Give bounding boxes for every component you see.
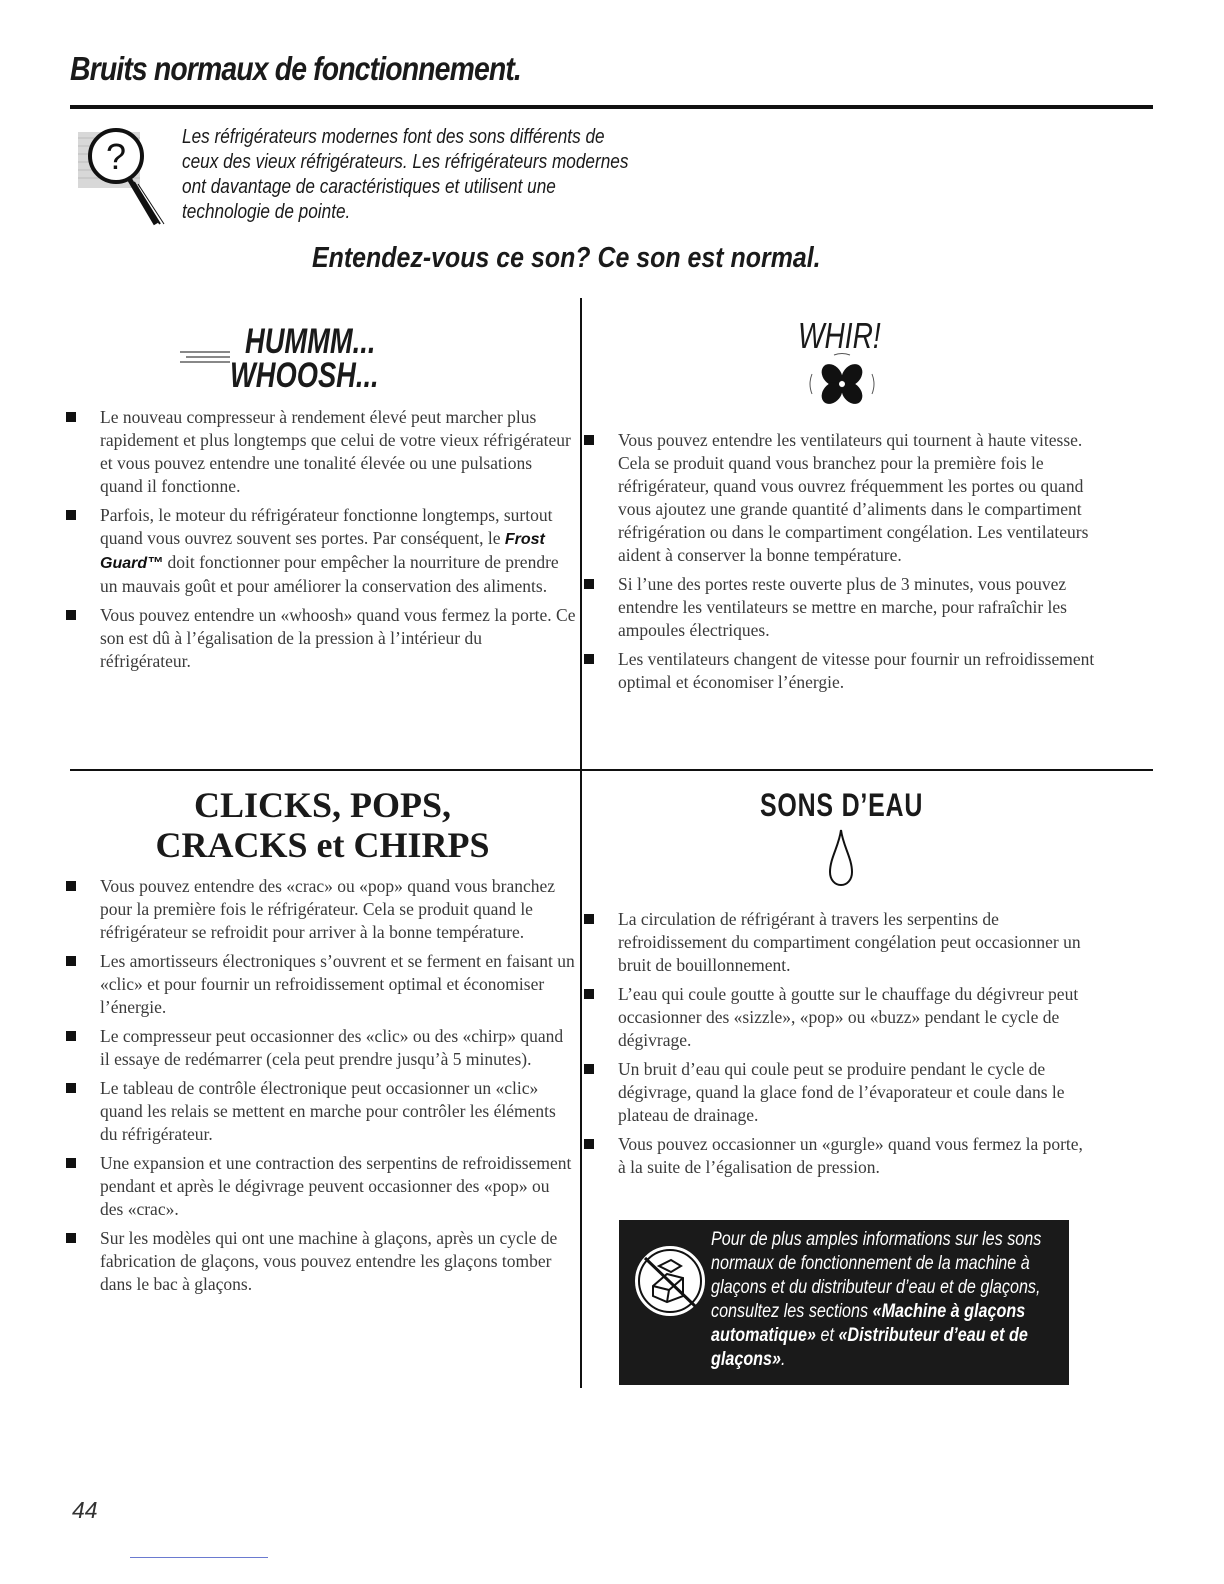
dispenser-link[interactable]: «Distributeur d’eau et de glaçons» [711, 1325, 1028, 1370]
svg-text:?: ? [105, 136, 127, 177]
sons-deau-heading: SONS D’EAU [760, 787, 924, 823]
list-item: Le nouveau compresseur à rendement élevé peut marcher plus rapidement et plus longtemps que celui de votre vieux réfrigérateur et vous pouvez entendre une tonalité élevée ou une pulsations quand il fonctionne. [62, 406, 577, 498]
ice-cubes-icon [633, 1244, 707, 1318]
whir-heading: WHIR! [798, 315, 881, 356]
list-item: Parfois, le moteur du réfrigérateur fonctionne longtemps, surtout quand vous ouvrez souvent ses portes. Par conséquent, le Frost Guard™ doit fonctionner pour empêcher la nourriture de prendre un mauvais goût et pour améliorer la conservation des aliments. [62, 504, 577, 598]
list-item: Un bruit d’eau qui coule peut se produire pendant le cycle de dégivrage, quand la glace fond de l’évaporateur et coule dans le plateau de drainage. [580, 1058, 1095, 1127]
ice-maker-link[interactable]: «Machine à glaçons automatique» [711, 1301, 1026, 1346]
whoosh-lines-icon [180, 348, 232, 366]
frost-guard-brand: Frost Guard™ [100, 531, 545, 572]
whir-bullet-list [580, 429, 1095, 700]
list-item: Une expansion et une contraction des serpentins de refroidissement pendant et après le dégivrage peuvent occasionner des «pop» ou des «crac». [62, 1152, 577, 1221]
clicks-heading [70, 785, 575, 865]
list-item: L’eau qui coule goutte à goutte sur le chauffage du dégivreur peut occasionner des «sizzle», «pop» ou «buzz» pendant le cycle de dégivrage. [580, 983, 1095, 1052]
list-item: Vous pouvez entendre les ventilateurs qui tournent à haute vitesse. Cela se produit quand vous branchez pour la première fois le réfrigérateur, quand vous ouvrez fréquemment les portes ou quand vous ajoutez une grande quantité d’aliments dans le compartiment réfrigération ou dans le compartiment congélation. Les ventilateurs aident à conserver la bonne température. [580, 429, 1095, 567]
list-item: Le compresseur peut occasionner des «clic» ou des «chirp» quand il essaye de redémarrer (cela peut prendre jusqu’à 5 minutes). [62, 1025, 577, 1071]
clicks-bullet-list [62, 875, 577, 1302]
list-item: La circulation de réfrigérant à travers les serpentins de refroidissement du compartiment congélation peut occasionner un bruit de bouillonnement. [580, 908, 1095, 977]
footer-line [130, 1557, 268, 1558]
list-item: Le tableau de contrôle électronique peut occasionner un «clic» quand les relais se mettent en marche pour contrôler les éléments du réfrigérateur. [62, 1077, 577, 1146]
water-drop-icon [826, 828, 856, 888]
page-title: Bruits normaux de fonctionnement. [70, 50, 521, 87]
eau-bullet-list [580, 908, 1095, 1185]
row-divider [70, 769, 1153, 771]
list-item: Vous pouvez occasionner un «gurgle» quand vous fermez la porte, à la suite de l’égalisation de pression. [580, 1133, 1095, 1179]
whoosh-heading: WHOOSH... [230, 356, 379, 395]
section-subtitle: Entendez-vous ce son? Ce son est normal. [312, 242, 821, 274]
title-rule [70, 105, 1153, 109]
hummm-heading: HUMMM... [245, 322, 376, 361]
list-item: Sur les modèles qui ont une machine à glaçons, après un cycle de fabrication de glaçons, vous pouvez entendre les glaçons tomber dans le bac à glaçons. [62, 1227, 577, 1296]
clicks-heading-line-1: CLICKS, POPS, [193, 785, 452, 825]
intro-paragraph: Les réfrigérateurs modernes font des sons différents de ceux des vieux réfrigérateurs. Les réfrigérateurs modernes ont davantage de caractéristiques et utilisent une technologie de pointe. [182, 126, 629, 223]
list-item: Si l’une des portes reste ouverte plus de 3 minutes, vous pouvez entendre les ventilateurs se mettre en marche, pour rafraîchir les ampoules électriques. [580, 573, 1095, 642]
fan-icon [808, 352, 876, 412]
page-number: 44 [72, 1497, 98, 1523]
list-item: Vous pouvez entendre des «crac» ou «pop» quand vous branchez pour la première fois le réfrigérateur. Cela se produit quand le réfrigérateur se refroidit pour arriver à la bonne température. [62, 875, 577, 944]
list-item: Vous pouvez entendre un «whoosh» quand vous fermez la porte. Ce son est dû à l’égalisation de la pression à l’intérieur du réfrigérateur. [62, 604, 577, 673]
hummm-bullet-list [62, 406, 577, 679]
list-item: Les ventilateurs changent de vitesse pour fournir un refroidissement optimal et économiser l’énergie. [580, 648, 1095, 694]
clicks-heading-line-2: CRACKS et CHIRPS [155, 825, 490, 865]
ice-maker-note-box [619, 1220, 1069, 1385]
question-magnifier-icon [78, 124, 178, 234]
note-text: Pour de plus amples informations sur les sons normaux de fonctionnement de la machine à glaçons et du distributeur d’eau et de glaçons, consultez les sections «Machine à glaçons automatique» et «Distributeur d’eau et de glaçons». [711, 1229, 1042, 1370]
list-item: Les amortisseurs électroniques s’ouvrent et se ferment en faisant un «clic» et pour fournir un refroidissement optimal et économiser l’énergie. [62, 950, 577, 1019]
